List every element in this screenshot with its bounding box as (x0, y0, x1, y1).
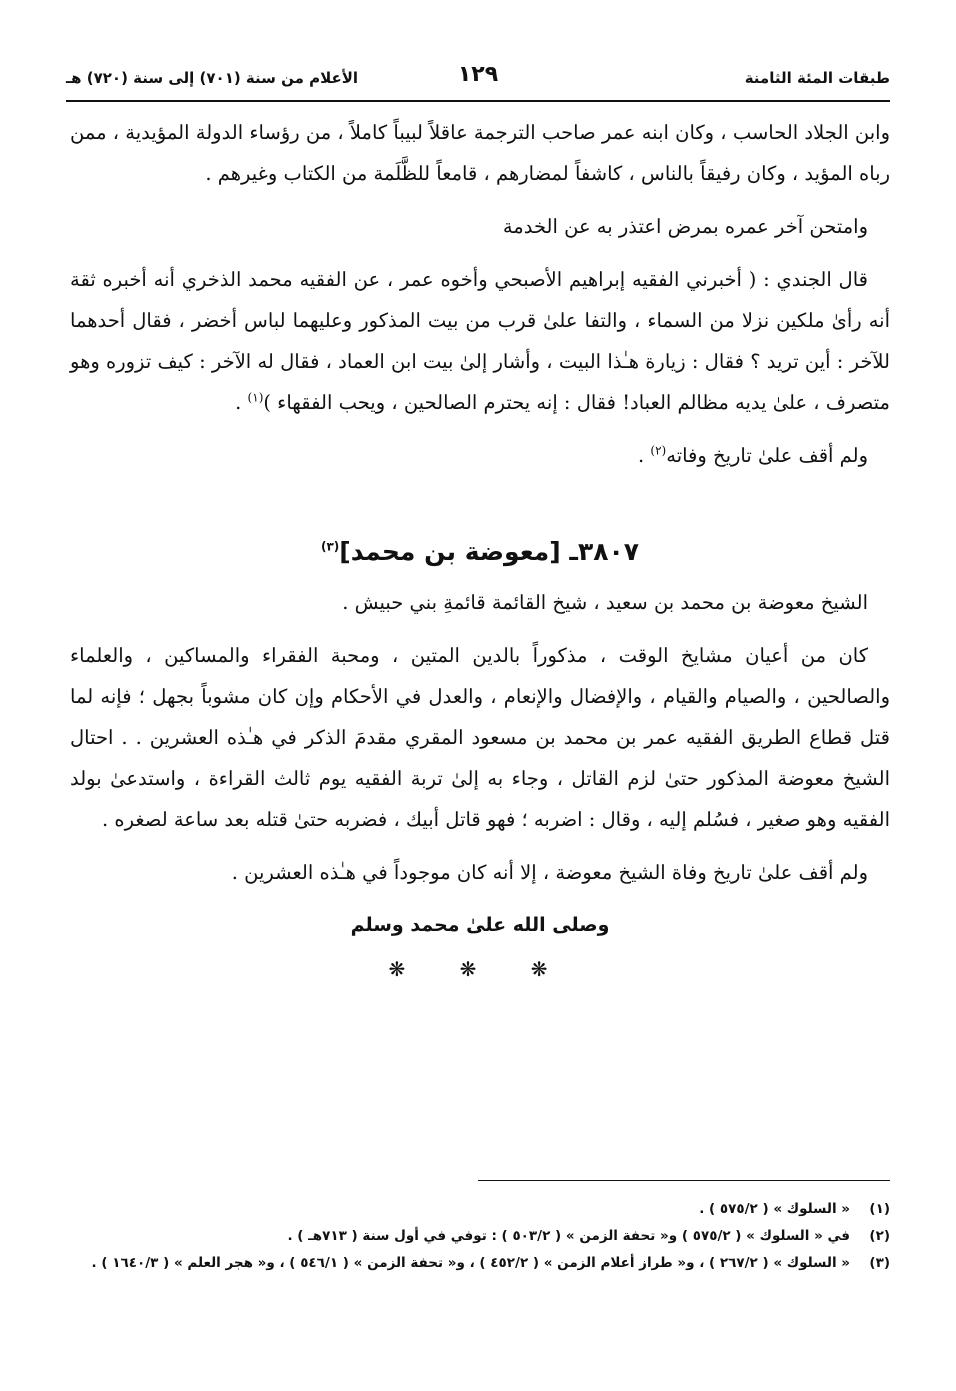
paragraph: وابن الجلاد الحاسب ، وكان ابنه عمر صاحب الترجمة عاقلاً لبيباً كاملاً ، من رؤساء الدولة المؤيدية ، ممن رباه المؤيد ، وكان رفيقاً بالناس ، كاشفاً لمضارهم ، قامعاً للظَّلَمة من الكتاب وغيرهم . (70, 121, 890, 185)
footnote-number: (٢) (869, 1228, 890, 1244)
quote-paragraph (70, 259, 890, 423)
footnote-ref: (٣) (320, 539, 340, 554)
footnote-rule (478, 1180, 890, 1181)
closing-prayer: وصلى الله علىٰ محمد وسلم (350, 914, 610, 936)
entry-title: ٣٨٠٧ـ [معوضة بن محمد] (339, 537, 639, 566)
paragraph: كان من أعيان مشايخ الوقت ، مذكوراً بالدين المتين ، ومحبة الفقراء والمساكين ، والعلماء والصالحين ، والصيام والقيام ، والإفضال والإنعام ، والعدل في الأحكام وإن كان مشوباً بجهل ؛ فإنه لما قتل قطاع الطريق الفقيه عمر بن محمد بن مسعود المقري مقدمَ الذكر في هـٰذه العشرين . . احتال الشيخ معوضة المذكور حتىٰ لزم القاتل ، وجاء به إلىٰ تربة الفقيه يوم ثالث القراءة ، واستدعىٰ بولد الفقيه وهو صغير ، فسُلم إليه ، وقال : اضربه ؛ فهو قاتل أبيك ، فضربه حتىٰ قتله بعد ساعة لصغره . (70, 644, 890, 831)
footnote (70, 1223, 890, 1250)
header-section-title: طبقات المئة الثامنة (744, 69, 890, 87)
running-header (66, 58, 890, 98)
footnote-text: في « السلوك » ( ٥٧٥/٢ ) و« تحفة الزمن » ( ٥٠٣/٢ ) : توفي في أول سنة ( ٧١٣هـ ) . (287, 1228, 850, 1244)
page-number: ١٢٩ (457, 62, 499, 87)
death-note-text: ولم أقف علىٰ تاريخ وفاته (666, 444, 868, 467)
footnote-text: « السلوك » ( ٢٦٧/٢ ) ، و« طراز أعلام الزمن » ( ٤٥٢/٢ ) ، و« تحفة الزمن » ( ٥٤٦/١ ) ، و« هجر العلم » ( ١٦٤٠/٣ ) . (91, 1255, 850, 1271)
footnote (70, 1196, 890, 1223)
death-note-end: . (638, 444, 651, 467)
footnotes (70, 1196, 890, 1277)
quote-end: . (235, 391, 248, 414)
header-period-title: الأعلام من سنة (٧٠١) إلى سنة (٧٢٠) هـ (66, 69, 359, 87)
footnote-ref: (٢) (650, 443, 667, 458)
footnote-number: (٣) (869, 1255, 890, 1271)
footnote-ref: (١) (247, 390, 264, 405)
quote-text: قال الجندي : ( أخبرني الفقيه إبراهيم الأصبحي وأخوه عمر ، عن الفقيه محمد الذخري أنه أخبره ثقة أنه رأىٰ ملكين نزلا من السماء ، والتفا علىٰ قرب من بيت المذكور وعليهما لباس أخضر ، فقال أحدهما للآخر : أين تريد ؟ فقال : زيارة هـٰذا البيت ، وأشار إلىٰ بيت ابن العماد ، فقال له الآخر : كيف تزوره وهو متصرف ، علىٰ يديه مظالم العباد! فقال : إنه يحترم الصالحين ، ويحب الفقهاء ) (70, 268, 890, 414)
death-note-paragraph (70, 435, 890, 476)
footnote-number: (١) (869, 1201, 890, 1217)
footnote-text: « السلوك » ( ٥٧٥/٢ ) . (699, 1201, 850, 1217)
header-rule (66, 100, 890, 102)
paragraph: الشيخ معوضة بن محمد بن سعيد ، شيخ القائمة قائمةِ بني حبيش . (342, 591, 868, 614)
section-end-ornament: ❋ ❋ ❋ (388, 957, 572, 981)
entry-heading (70, 532, 890, 572)
paragraph: ولم أقف علىٰ تاريخ وفاة الشيخ معوضة ، إلا أنه كان موجوداً في هـٰذه العشرين . (231, 861, 868, 884)
main-text (70, 112, 890, 989)
paragraph: وامتحن آخر عمره بمرض اعتذر به عن الخدمة (502, 215, 868, 238)
footnote (70, 1250, 890, 1277)
